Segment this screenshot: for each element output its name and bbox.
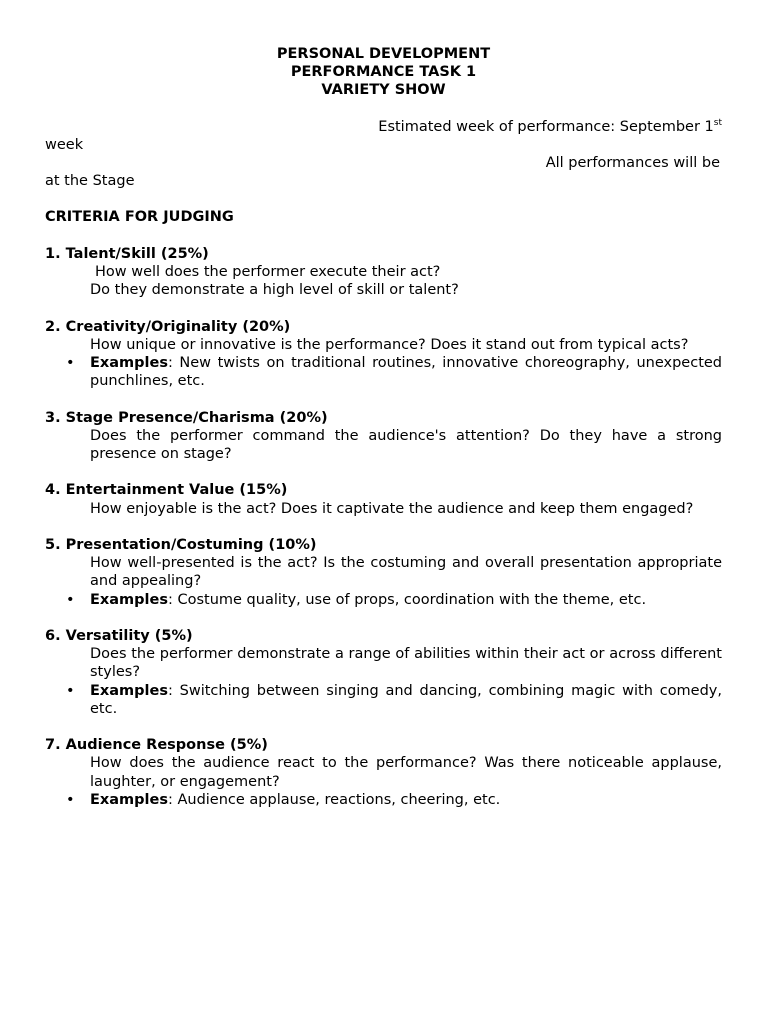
criterion-talent xyxy=(45,245,722,300)
bullet-icon: • xyxy=(66,682,75,699)
criterion-title: 4. Entertainment Value (15%) xyxy=(45,482,288,499)
criterion-title: 5. Presentation/Costuming (10%) xyxy=(45,537,317,553)
examples-text: : New twists on traditional routines, innovative choreography, unexpected punchlines, etc. xyxy=(90,355,722,390)
examples-text: : Costume quality, use of props, coordination with the theme, etc. xyxy=(167,591,647,608)
example-bullet xyxy=(66,682,722,718)
example-bullet xyxy=(66,591,722,609)
criterion-desc: How unique or innovative is the performance? Does it stand out from typical acts? xyxy=(90,336,689,353)
criterion-title: 3. Stage Presence/Charisma (20%) xyxy=(45,409,328,426)
examples-label: Examples xyxy=(90,355,168,372)
title-line-2: PERFORMANCE TASK 1 xyxy=(290,64,477,81)
examples-text: : Switching between singing and dancing, combining magic with comedy, etc. xyxy=(90,682,722,717)
title-line-1: PERSONAL DEVELOPMENT xyxy=(276,46,491,62)
examples-label: Examples xyxy=(90,682,168,699)
criterion-title: 6. Versatility (5%) xyxy=(45,628,193,644)
estimated-week-cont: week xyxy=(45,136,84,153)
document-title xyxy=(45,45,722,100)
venue-cont: at the Stage xyxy=(45,173,135,190)
criterion-creativity xyxy=(45,318,722,391)
criterion-versatility xyxy=(45,627,722,718)
criterion-presentation xyxy=(45,536,722,609)
estimated-week-text: Estimated week of performance: September 1 xyxy=(378,118,714,135)
bullet-icon: • xyxy=(66,591,75,608)
criterion-desc: Does the performer command the audience's attention? Do they have a strong presence on stage? xyxy=(90,427,722,463)
document-page xyxy=(45,45,722,809)
criteria-heading: CRITERIA FOR JUDGING xyxy=(45,209,234,226)
estimated-week-sup: st xyxy=(713,117,722,128)
criterion-desc: How enjoyable is the act? Does it captivate the audience and keep them engaged? xyxy=(90,500,694,517)
criterion-desc: How well does the performer execute their act? xyxy=(95,264,441,281)
bullet-icon: • xyxy=(66,791,75,808)
criterion-desc: How does the audience react to the performance? Was there noticeable applause, laughter, or engagement? xyxy=(90,755,722,790)
venue-text: All performances will be xyxy=(545,155,720,172)
criterion-title: 1. Talent/Skill (25%) xyxy=(45,245,209,262)
criterion-desc: How well-presented is the act? Is the costuming and overall presentation appropriate and appealing? xyxy=(90,555,722,590)
examples-label: Examples xyxy=(90,791,168,808)
bullet-icon: • xyxy=(66,355,75,372)
example-bullet xyxy=(66,791,722,809)
criterion-entertainment xyxy=(45,481,722,517)
example-bullet xyxy=(66,354,722,390)
criterion-desc: Do they demonstrate a high level of skill or talent? xyxy=(90,282,459,299)
title-line-3: VARIETY SHOW xyxy=(321,82,446,99)
criterion-title: 2. Creativity/Originality (20%) xyxy=(45,318,291,335)
criterion-stage-presence xyxy=(45,409,722,464)
criterion-desc: Does the performer demonstrate a range of abilities within their act or across different styles? xyxy=(90,646,722,681)
examples-label: Examples xyxy=(90,591,168,608)
estimated-week xyxy=(45,118,722,136)
examples-text: : Audience applause, reactions, cheering, etc. xyxy=(167,791,501,808)
criterion-title: 7. Audience Response (5%) xyxy=(45,737,268,754)
criterion-audience-response xyxy=(45,736,722,809)
